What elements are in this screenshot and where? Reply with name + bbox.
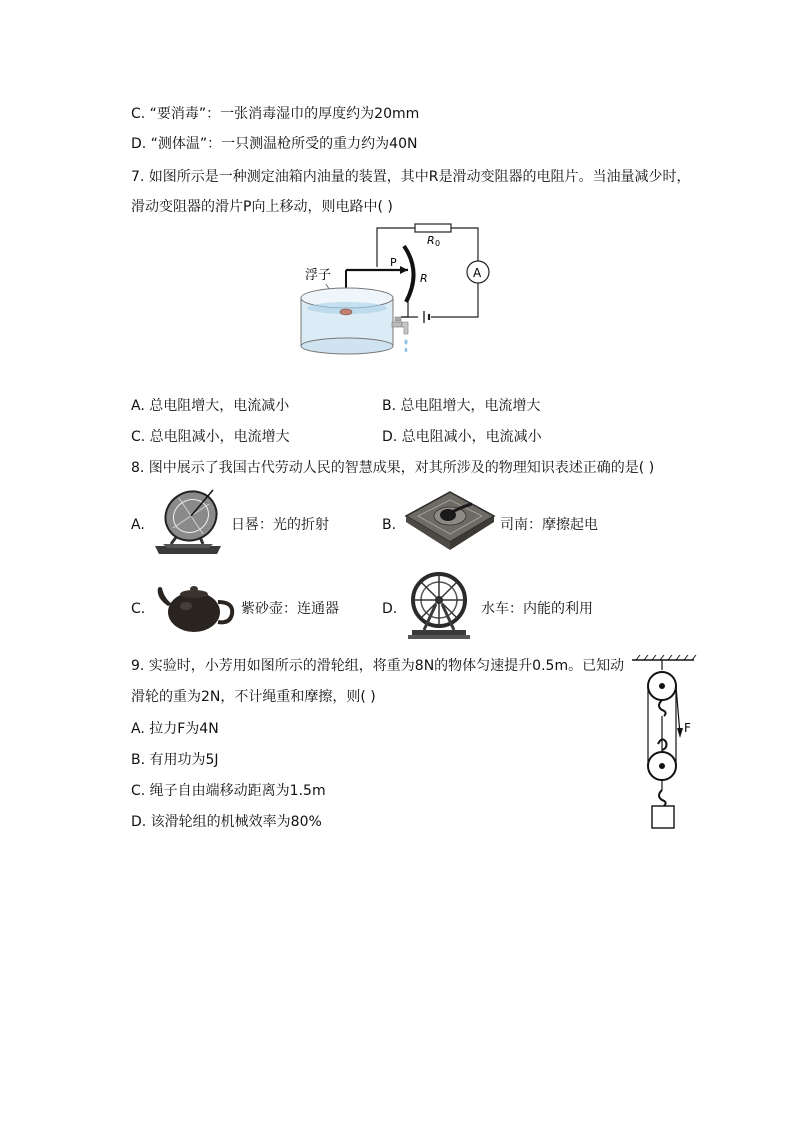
q8-sundial-image	[153, 488, 223, 556]
q7-ammeter-label: A	[473, 266, 482, 280]
q8-option-d-caption: 水车：内能的利用	[481, 601, 593, 617]
q8-option-c-caption: 紫砂壶：连通器	[241, 601, 339, 617]
q7-stem-line1: 7. 如图所示是一种测定油箱内油量的装置，其中R是滑动变阻器的电阻片。当油量减少时，	[131, 169, 691, 185]
q8-waterwheel-image	[404, 570, 474, 642]
q9-force-label: F	[684, 721, 691, 735]
q9-option-c: C. 绳子自由端移动距离为1.5m	[131, 783, 326, 799]
q8-option-c-letter: C.	[131, 601, 146, 617]
q9-pulley-system-figure	[628, 654, 702, 834]
q9-option-b: B. 有用功为5J	[131, 752, 219, 768]
q8-option-a-letter: A.	[131, 517, 145, 533]
q9-option-d: D. 该滑轮组的机械效率为80%	[131, 814, 322, 830]
q7-oil-tank-circuit-figure	[296, 222, 496, 357]
q9-stem-line2: 滑轮的重为2N，不计绳重和摩擦，则( )	[131, 689, 376, 705]
q7-option-d: D. 总电阻减小，电流减小	[382, 429, 542, 445]
q7-slider-label: P	[390, 256, 397, 269]
q9-stem-line1: 9. 实验时，小芳用如图所示的滑轮组，将重为8N的物体匀速提升0.5m。已知动	[131, 658, 625, 674]
q8-option-d-letter: D.	[382, 601, 398, 617]
q7-stem-line2: 滑动变阻器的滑片P向上移动，则电路中( )	[131, 199, 393, 215]
q7-float-label: 浮子	[305, 268, 332, 283]
q7-option-a: A. 总电阻增大，电流减小	[131, 398, 290, 414]
q8-option-b-letter: B.	[382, 517, 397, 533]
q9-option-a: A. 拉力F为4N	[131, 721, 219, 737]
q6-option-c: C. “要消毒”：一张消毒湿巾的厚度约为20mm	[131, 106, 420, 122]
q8-teapot-image	[154, 576, 236, 636]
q7-resistor-label: R	[420, 272, 428, 285]
q8-stem: 8. 图中展示了我国古代劳动人民的智慧成果，对其所涉及的物理知识表述正确的是( )	[131, 460, 655, 476]
q6-option-d: D. “测体温”：一只测温枪所受的重力约为40N	[131, 136, 418, 152]
q7-option-b: B. 总电阻增大，电流增大	[382, 398, 541, 414]
q7-r0-label: R	[427, 234, 435, 247]
q8-option-b-caption: 司南：摩擦起电	[500, 517, 598, 533]
q8-option-a-caption: 日晷：光的折射	[231, 517, 329, 533]
q7-option-c: C. 总电阻减小，电流增大	[131, 429, 290, 445]
q7-r0-subscript: 0	[435, 239, 441, 248]
q8-sinan-image	[404, 490, 496, 554]
